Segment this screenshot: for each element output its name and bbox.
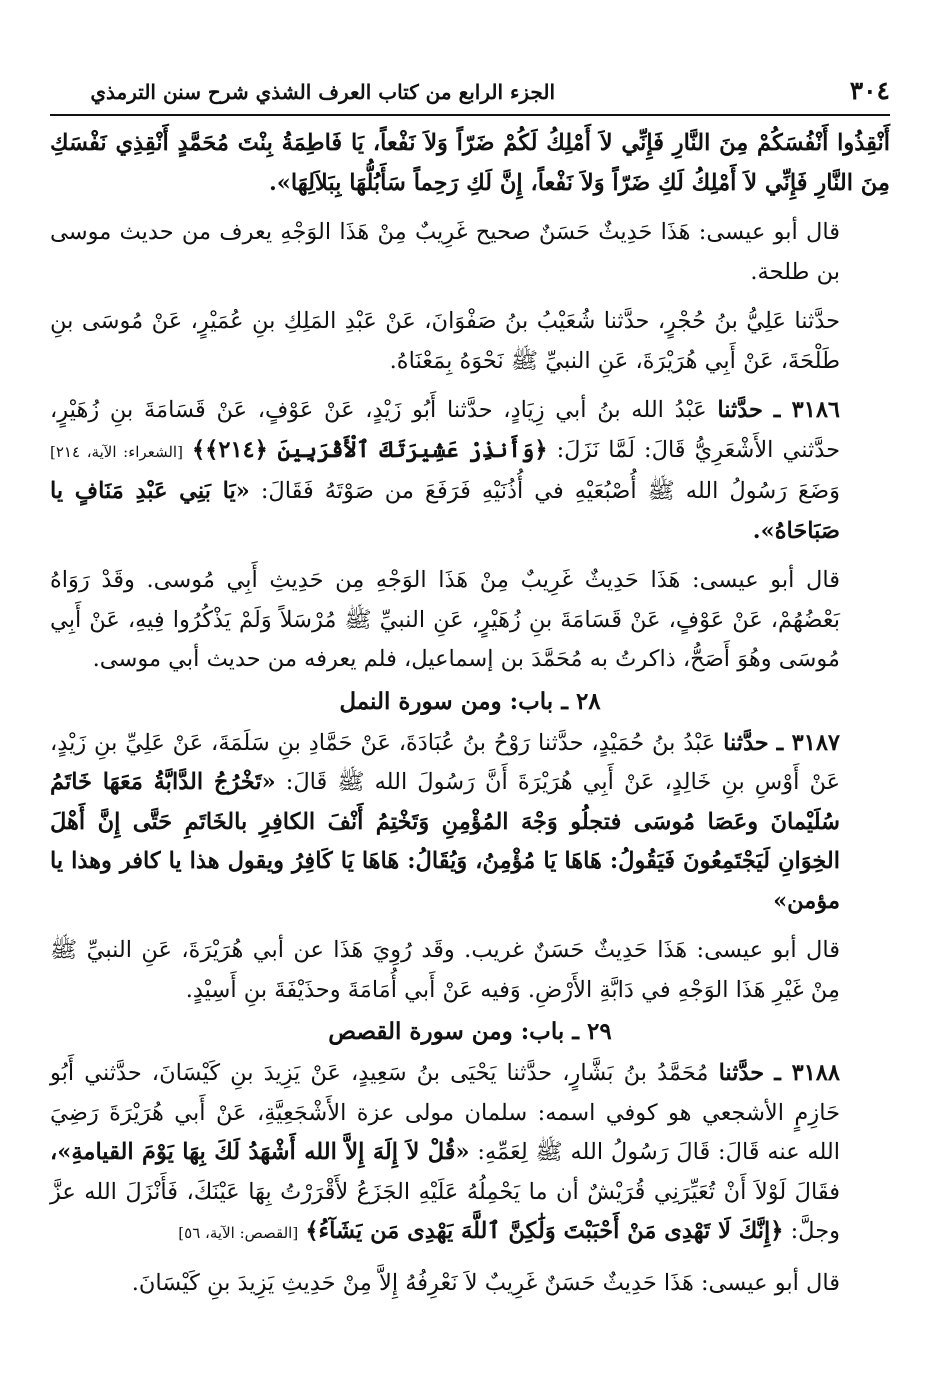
prophetic-quote: «تَخْرُجُ الدَّابَّةُ مَعَهَا خَاتَمُ سُلَيْمانَ وعَصَا مُوسَى فتجلُو وَجْهَ المُؤْمِنِ وَتَخْتِمُ أَنْفَ الكافِرِ بالخَاتَمِ حَتَّى إِنَّ أَهْلَ الخِوَانِ لَيَجْتَمِعُونَ فَيَقُولُ: هَاهَا يَا مُؤْمِنُ، وَيُقَالُ: هَاهَا يَا كَافِرُ ويقول هذا يا كافر وهذا يا مؤمن» xyxy=(50,769,840,914)
hadith-text-continued: وَضَعَ رَسُولُ الله ﷺ أُصْبُعَيْهِ في أُذُنَيْهِ فَرَفَعَ من صَوْتَهُ فَقَالَ: xyxy=(260,478,840,504)
hadith-text-continued: فقَالَ لَوْلاَ أَنْ تُعَيِّرَنِي قُرَيْشٌ أن ما يَحْمِلُهُ عَلَيْهِ الجَزَعُ لأَقْرَرْتُ بِهَا عَيْنَكَ، فَأَنْزَلَ الله عزَّ وجلَّ: xyxy=(50,1178,840,1244)
hadith-text: عَبْدُ بنُ حُمَيْدٍ، حدَّثنا رَوْحُ بنُ عُبَادَةَ، عَنْ حَمَّادِ بنِ سَلَمَةَ، عَنْ عَلِيِّ بنِ زَيْدٍ، عَنْ أَوْسِ بنِ خَالِدٍ، عَنْ أَبِي هُرَيْرَةَ أَنَّ رَسُولَ الله ﷺ قَالَ: xyxy=(50,729,841,795)
divider xyxy=(50,921,890,931)
hadith-lead: حدَّثنا xyxy=(723,729,769,756)
hadith-text: عَبْدُ الله بنُ أبي زِيَادٍ، حدَّثنا أَبُو زَيْدٍ، عَنْ عَوْفٍ، عَنْ قَسَامَةَ بنِ زُهَيْرٍ، حدَّثني الأَشْعَرِيُّ قَالَ: لَمَّا نَزَلَ: xyxy=(50,397,841,463)
hadith-3186 xyxy=(50,391,890,551)
hadith-text: مُحَمَّدُ بنُ بَشَّارٍ، حدَّثنا يَحْيَى بنُ سَعِيدٍ، عَنْ يَزِيدَ بنِ كَيْسَانَ، حدَّثني أَبُو حَازِمٍ الأشجعي هو كوفي اسمه: سلمان مولى عزة الأَشْجَعِيَّةِ، عَنْ أَبي هُرَيْرَةَ رَضِيَ الله عنه قَالَ: قَالَ رَسُولُ الله ﷺ لِعَمِّهِ: xyxy=(50,1060,841,1165)
divider xyxy=(50,203,890,213)
verse-citation: [القصص: الآية، ٥٦] xyxy=(178,1224,299,1242)
commentary-abu-isa-2: قال أبو عيسى: هَذَا حَدِيثٌ غَرِيبٌ مِنْ هَذَا الوَجْهِ مِن حَدِيثِ أَبِي مُوسى. وقَدْ رَوَاهُ بَعْضُهُمْ، عَنْ عَوْفٍ، عَنْ قَسَامَةَ بنِ زُهَيْرٍ، عَنِ النبيِّ ﷺ مُرْسَلاً وَلَمْ يَذْكُرُوا فِيهِ، عَنْ أَبِي مُوسَى وهُوَ أَصَحُّ، ذاكرتُ به مُحَمَّدَ بن إسماعيل، فلم يعرفه من حديث أبي موسى. xyxy=(50,567,840,672)
hadith-3187 xyxy=(50,724,890,922)
quran-verse: ﴿إِنَّكَ لَا تَهْدِى مَنْ أَحْبَبْتَ وَلَٰكِنَّ ٱللَّهَ يَهْدِى مَن يَشَآءُ﴾ xyxy=(305,1218,784,1244)
commentary-abu-isa-3: قال أبو عيسى: هَذَا حَدِيثٌ حَسَنٌ غريب. وقَد رُوِيَ هَذَا عن أبي هُرَيْرَةَ، عَنِ النبيِّ ﷺ مِنْ غَيْرِ هَذَا الوَجْهِ في دَابَّةِ الأَرْضِ. وَفيه عَنْ أَبي أُمَامَةَ وحذَيْفَةَ بنِ أَسِيْدٍ. xyxy=(50,937,840,1003)
hadith-lead: حدَّثنا xyxy=(718,1060,765,1086)
hadith-continuation: أَنْقِذُوا أَنْفُسَكُمْ مِنَ النَّارِ فَإِنِّي لاَ أَمْلِكُ لَكُمْ ضَرّاً وَلاَ نَفْعاً، يَا فَاطِمَةُ بِنْتَ مُحَمَّدٍ أَنْقِذِي نَفْسَكِ مِنَ النَّارِ فَإِنِّي لاَ أَمْلِكُ لَكِ ضَرّاً وَلاَ نَفْعاً، إِنَّ لَكِ رَحِماً سَأَبُلُّهَا بِبَلاَلِهَا». xyxy=(50,130,890,196)
commentary-abu-isa-4: قال أبو عيسى: هَذَا حَدِيثٌ حَسَنٌ غَرِيبٌ لاَ نَعْرِفُهُ إِلاَّ مِنْ حَدِيثِ يَزِيدَ بنِ كَيْسَانَ. xyxy=(131,1269,840,1296)
divider xyxy=(50,292,890,302)
book-page xyxy=(50,70,890,1360)
prophetic-quote: «يَا بَنِي عَبْدِ مَنَافٍ يا صَبَاحَاهُ». xyxy=(50,478,840,544)
hadith-number: ٣١٨٦ ـ xyxy=(773,397,840,423)
divider xyxy=(50,381,890,391)
hadith-number: ٣١٨٧ ـ xyxy=(776,729,841,756)
page-header xyxy=(50,70,890,116)
isnad-paragraph: حدَّثنا عَلِيُّ بنُ حُجْرٍ، حدَّثنا شُعَيْبُ بنُ صَفْوَانَ، عَنْ عَبْدِ المَلِكِ بنِ عُمَيْرٍ، عَنْ مُوسَى بنِ طَلْحَةَ، عَنْ أَبِي هُرَيْرَةَ، عَنِ النبيِّ ﷺ نَحْوَهُ بِمَعْنَاهُ. xyxy=(50,308,840,374)
running-title: الجزء الرابع من كتاب العرف الشذي شرح سنن الترمذي xyxy=(90,80,555,104)
page-number: ٣٠٤ xyxy=(849,76,890,105)
quran-verse: ﴿وَأَنذِرْ عَشِيرَتَكَ ٱلْأَقْرَبِينَ ﴿٢١٤﴾﴾ xyxy=(191,436,548,463)
commentary-abu-isa-1: قال أبو عيسى: هَذَا حَدِيثٌ حَسَنٌ صحيح غَرِيبٌ مِنْ هَذَا الوَجْهِ يعرف من حديث موسى بن طلحة. xyxy=(50,219,840,285)
divider xyxy=(50,1254,890,1264)
hadith-lead: حدَّثنا xyxy=(717,397,763,423)
prophetic-quote: «قُلْ لاَ إِلَهَ إِلاَّ الله أَشْهَدُ لَكَ بِهَا يَوْمَ القيامةِ»، xyxy=(50,1139,470,1165)
divider xyxy=(50,551,890,561)
hadith-number: ٣١٨٨ ـ xyxy=(774,1060,840,1086)
chapter-heading-29: ٢٩ ـ باب: ومن سورة القصص xyxy=(328,1018,612,1045)
hadith-3188 xyxy=(50,1054,890,1254)
chapter-heading-28: ٢٨ ـ باب: ومن سورة النمل xyxy=(339,687,601,715)
verse-citation: [الشعراء: الآية، ٢١٤] xyxy=(50,442,183,461)
